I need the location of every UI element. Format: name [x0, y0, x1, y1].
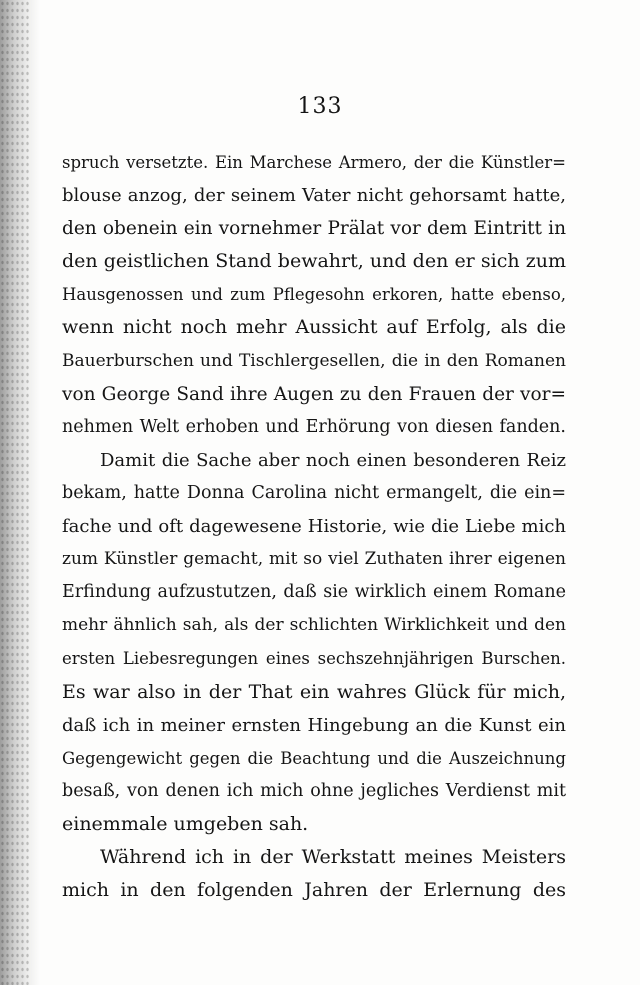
text-line: den geistlichen Stand bewahrt, und den er sich zum	[62, 250, 566, 273]
text-line: nehmen Welt erhoben und Erhörung von diesen fanden.	[62, 416, 566, 437]
text-line: Gegengewicht gegen die Beachtung und die Auszeichnung	[62, 748, 566, 768]
text-line: den obenein ein vornehmer Prälat vor dem Eintritt in	[62, 218, 566, 240]
text-line: ersten Liebesregungen eines sechszehnjährigen Burschen.	[62, 649, 566, 669]
text-line: einemmale umgeben sah.	[62, 812, 309, 835]
page-number: 133	[297, 94, 343, 119]
text-line: Es war also in der That ein wahres Glück für mich,	[62, 680, 566, 703]
text-line: mich in den folgenden Jahren der Erlernung des	[62, 879, 566, 902]
scan-noise-edge	[0, 0, 30, 985]
body-text	[62, 146, 566, 907]
text-line: daß ich in meiner ernsten Hingebung an die Kunst ein	[62, 714, 566, 736]
text-line: Bauerburschen und Tischlergesellen, die in den Romanen	[62, 350, 566, 371]
text-line: mehr ähnlich sah, als der schlichten Wirklichkeit und den	[62, 615, 566, 636]
text-line: von George Sand ihre Augen zu den Frauen der vor=	[62, 383, 566, 405]
text-line: fache und oft dagewesene Historie, wie die Liebe mich	[62, 516, 566, 538]
text-line: Damit die Sache aber noch einen besonderen Reiz	[100, 449, 566, 471]
text-line: Während ich in der Werkstatt meines Meisters	[100, 845, 566, 868]
text-line: bekam, hatte Donna Carolina nicht ermangelt, die ein=	[62, 482, 566, 503]
text-line: wenn nicht noch mehr Aussicht auf Erfolg, als die	[62, 316, 566, 339]
text-line: besaß, von denen ich mich ohne jegliches Verdienst mit	[62, 780, 566, 801]
text-line: spruch versetzte. Ein Marchese Armero, der die Künstler=	[62, 153, 566, 172]
text-line: Erfindung aufzustutzen, daß sie wirklich einem Romane	[62, 582, 566, 603]
text-line: Hausgenossen und zum Pflegesohn erkoren, hatte ebenso,	[62, 285, 566, 305]
text-line: blouse anzog, der seinem Vater nicht gehorsamt hatte,	[62, 185, 566, 207]
text-line: zum Künstler gemacht, mit so viel Zuthaten ihrer eigenen	[62, 549, 566, 570]
